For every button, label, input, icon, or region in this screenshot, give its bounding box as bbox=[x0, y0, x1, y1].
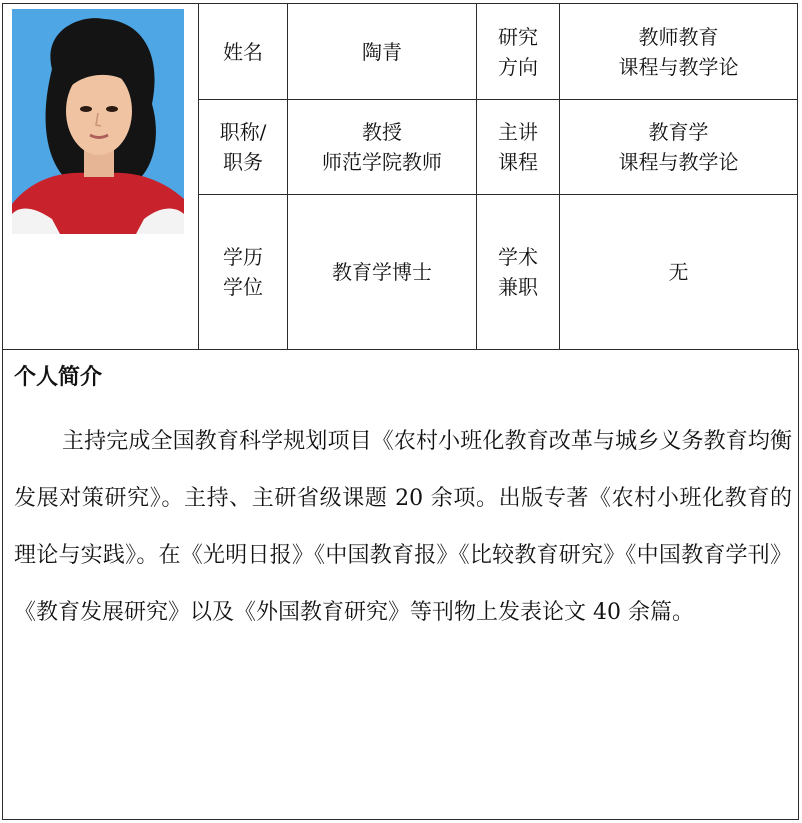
degree-label: 学历 学位 bbox=[199, 195, 288, 350]
name-label: 姓名 bbox=[199, 4, 288, 100]
bio-title: 个人简介 bbox=[14, 365, 103, 390]
bio-text: 主持完成全国教育科学规划项目《农村小班化教育改革与城乡义务教育均衡发展对策研究》。主持、主研省级课题 20 余项。出版专著《农村小班化教育的理论与实践》。在《光明日报》《中国教育报》《比较教育研究》《中国教育学刊》《教育发展研究》以及《外国教育研究》等刊物上发表论文 40 余篇。 bbox=[14, 429, 792, 625]
degree-value: 教育学博士 bbox=[288, 195, 477, 350]
table-row bbox=[3, 4, 798, 100]
photo-cell bbox=[3, 4, 199, 350]
research-label: 研究 方向 bbox=[477, 4, 560, 100]
academic-post-value: 无 bbox=[560, 195, 798, 350]
research-value: 教师教育 课程与教学论 bbox=[560, 4, 798, 100]
name-value: 陶青 bbox=[288, 4, 477, 100]
profile-table bbox=[2, 3, 798, 350]
bio-section bbox=[2, 349, 799, 820]
title-value: 教授 师范学院教师 bbox=[288, 100, 477, 195]
title-label: 职称/ 职务 bbox=[199, 100, 288, 195]
academic-post-label: 学术 兼职 bbox=[477, 195, 560, 350]
portrait-photo bbox=[12, 9, 184, 234]
course-label: 主讲 课程 bbox=[477, 100, 560, 195]
course-value: 教育学 课程与教学论 bbox=[560, 100, 798, 195]
